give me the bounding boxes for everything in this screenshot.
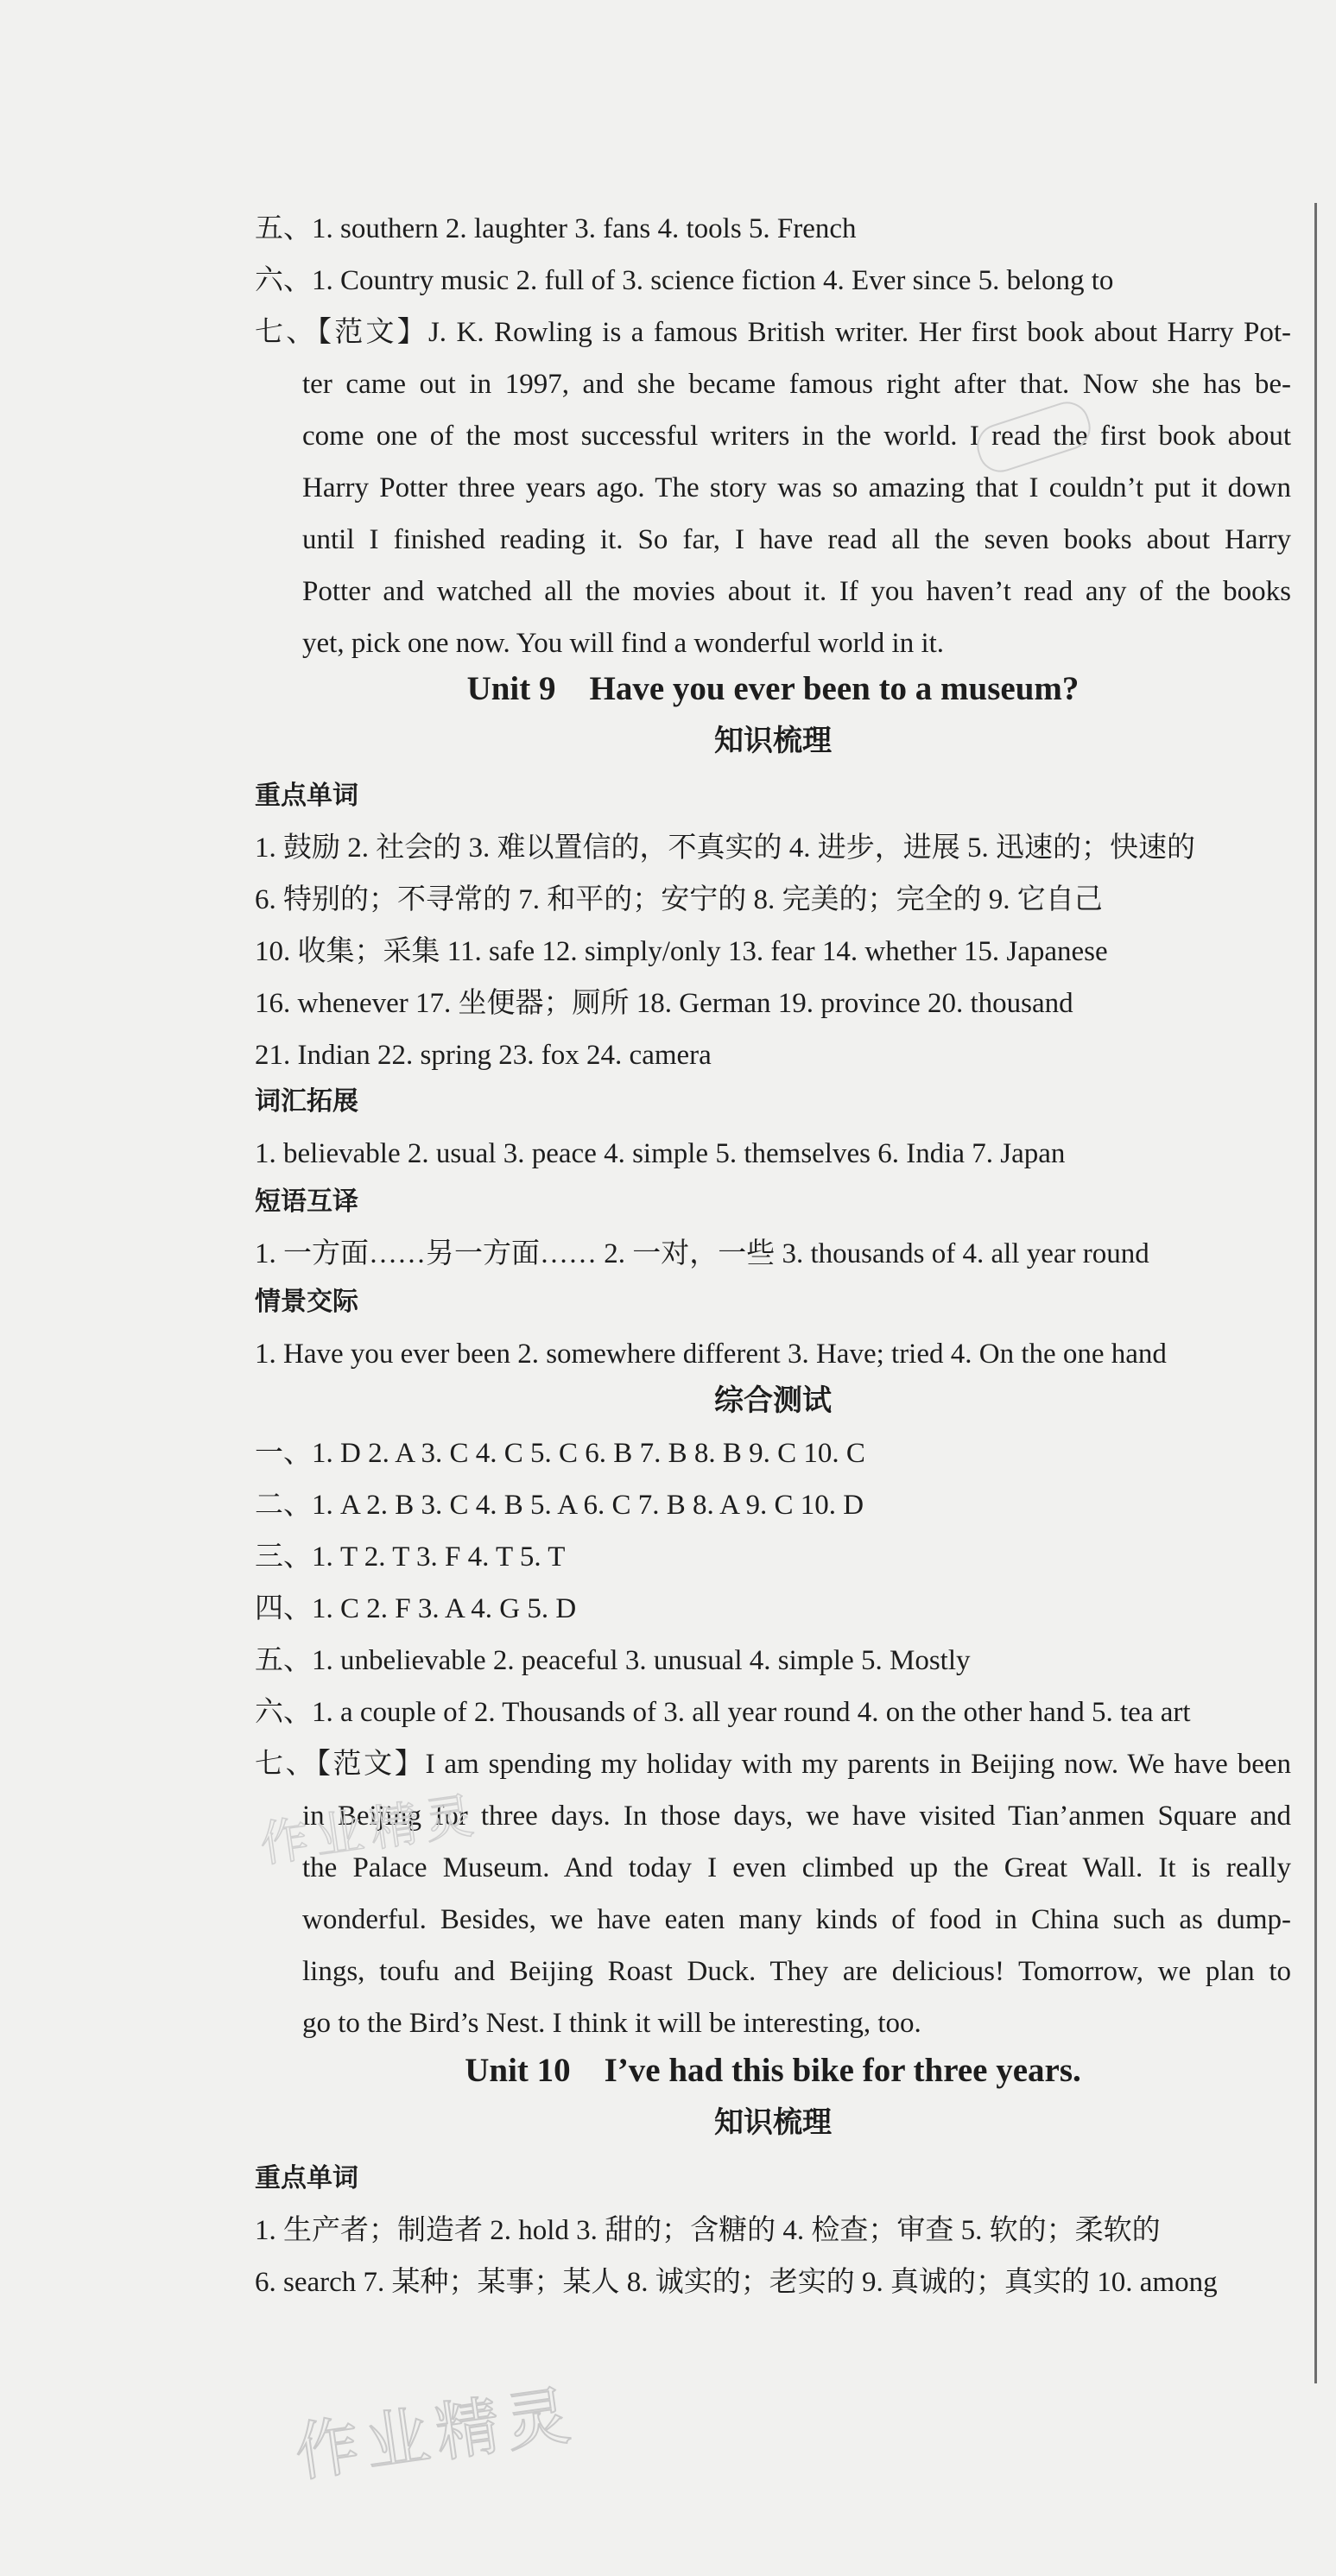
- test-line: 四、1. C 2. F 3. A 4. G 5. D: [255, 1593, 577, 1624]
- situation-line: 1. Have you ever been 2. somewhere different 3. Have; tried 4. On the one hand: [255, 1339, 1167, 1370]
- answer-line: 五、1. southern 2. laughter 3. fans 4. tools 5. French: [255, 213, 857, 244]
- key-words-line: 1. 生产者；制造者 2. hold 3. 甜的；含糖的 4. 检查；审查 5. 软的；柔软的: [255, 2215, 1161, 2246]
- unit9-test-title: 综合测试: [714, 1383, 832, 1418]
- unit9-section-title: 知识梳理: [714, 724, 832, 758]
- test-line: 六、1. a couple of 2. Thousands of 3. all year round 4. on the other hand 5. tea art: [255, 1697, 1191, 1728]
- essay-line: Harry Potter three years ago. The story was so amazing that I couldn’t put it down: [302, 472, 1291, 503]
- essay-line: in Beijing for three days. In those days, we have visited Tian’anmen Square and: [302, 1801, 1291, 1832]
- essay-line: come one of the most successful writers in the world. I read the first book about: [302, 421, 1291, 452]
- essay-line: lings, toufu and Beijing Roast Duck. They are delicious! Tomorrow, we plan to: [302, 1956, 1291, 1987]
- key-words-line: 6. 特别的；不寻常的 7. 和平的；安宁的 8. 完美的；完全的 9. 它自己: [255, 884, 1103, 915]
- essay-line: go to the Bird’s Nest. I think it will be interesting, too.: [302, 2008, 921, 2039]
- watermark-bottom: 作业精灵: [290, 2377, 582, 2491]
- test-line: 二、1. A 2. B 3. C 4. B 5. A 6. C 7. B 8. A 9. C 10. D: [255, 1490, 864, 1521]
- unit9-phrase-heading: 短语互译: [255, 1187, 358, 1217]
- essay-line: until I finished reading it. So far, I have read all the seven books about Harry: [302, 524, 1291, 555]
- test-line: 五、1. unbelievable 2. peaceful 3. unusual 4. simple 5. Mostly: [255, 1645, 971, 1676]
- unit9-key-words-heading: 重点单词: [255, 781, 358, 811]
- key-words-line: 1. 鼓励 2. 社会的 3. 难以置信的，不真实的 4. 进步，进展 5. 迅速的；快速的: [255, 832, 1195, 864]
- unit9-situation-heading: 情景交际: [255, 1287, 358, 1317]
- key-words-line: 6. search 7. 某种；某事；某人 8. 诚实的；老实的 9. 真诚的；真实的 10. among: [255, 2267, 1218, 2298]
- watermark-mid: 作业精灵: [256, 1787, 484, 1874]
- unit9-vocab-heading: 词汇拓展: [255, 1086, 358, 1117]
- key-words-line: 16. whenever 17. 坐便器；厕所 18. German 19. province 20. thousand: [255, 988, 1073, 1019]
- stamp-mark: [972, 396, 1097, 478]
- column-rule: [1314, 203, 1317, 2383]
- key-words-line: 21. Indian 22. spring 23. fox 24. camera: [255, 1040, 712, 1071]
- unit10-title: Unit 10 I’ve had this bike for three years.: [465, 2052, 1081, 2089]
- answer-line: 六、1. Country music 2. full of 3. science fiction 4. Ever since 5. belong to: [255, 265, 1114, 296]
- essay-line: wonderful. Besides, we have eaten many kinds of food in China such as dump-: [302, 1904, 1291, 1935]
- test-line: 三、1. T 2. T 3. F 4. T 5. T: [255, 1541, 566, 1573]
- unit10-section-title: 知识梳理: [714, 2105, 832, 2140]
- essay-line: 七、【范文】I am spending my holiday with my parents in Beijing now. We have been: [255, 1749, 1291, 1780]
- unit9-title: Unit 9 Have you ever been to a museum?: [466, 670, 1080, 707]
- essay-line: Potter and watched all the movies about it. If you haven’t read any of the books: [302, 576, 1291, 607]
- unit10-key-words-heading: 重点单词: [255, 2163, 358, 2193]
- essay-line: 七、【范文】J. K. Rowling is a famous British writer. Her first book about Harry Pot-: [255, 317, 1291, 348]
- vocab-line: 1. believable 2. usual 3. peace 4. simple 5. themselves 6. India 7. Japan: [255, 1138, 1066, 1169]
- essay-line: the Palace Museum. And today I even climbed up the Great Wall. It is really: [302, 1852, 1291, 1883]
- phrase-line: 1. 一方面……另一方面…… 2. 一对，一些 3. thousands of 4. all year round: [255, 1238, 1149, 1269]
- essay-line: yet, pick one now. You will find a wonderful world in it.: [302, 628, 945, 659]
- essay-line: ter came out in 1997, and she became famous right after that. Now she has be-: [302, 369, 1291, 400]
- key-words-line: 10. 收集；采集 11. safe 12. simply/only 13. fear 14. whether 15. Japanese: [255, 936, 1108, 967]
- test-line: 一、1. D 2. A 3. C 4. C 5. C 6. B 7. B 8. B 9. C 10. C: [255, 1438, 865, 1469]
